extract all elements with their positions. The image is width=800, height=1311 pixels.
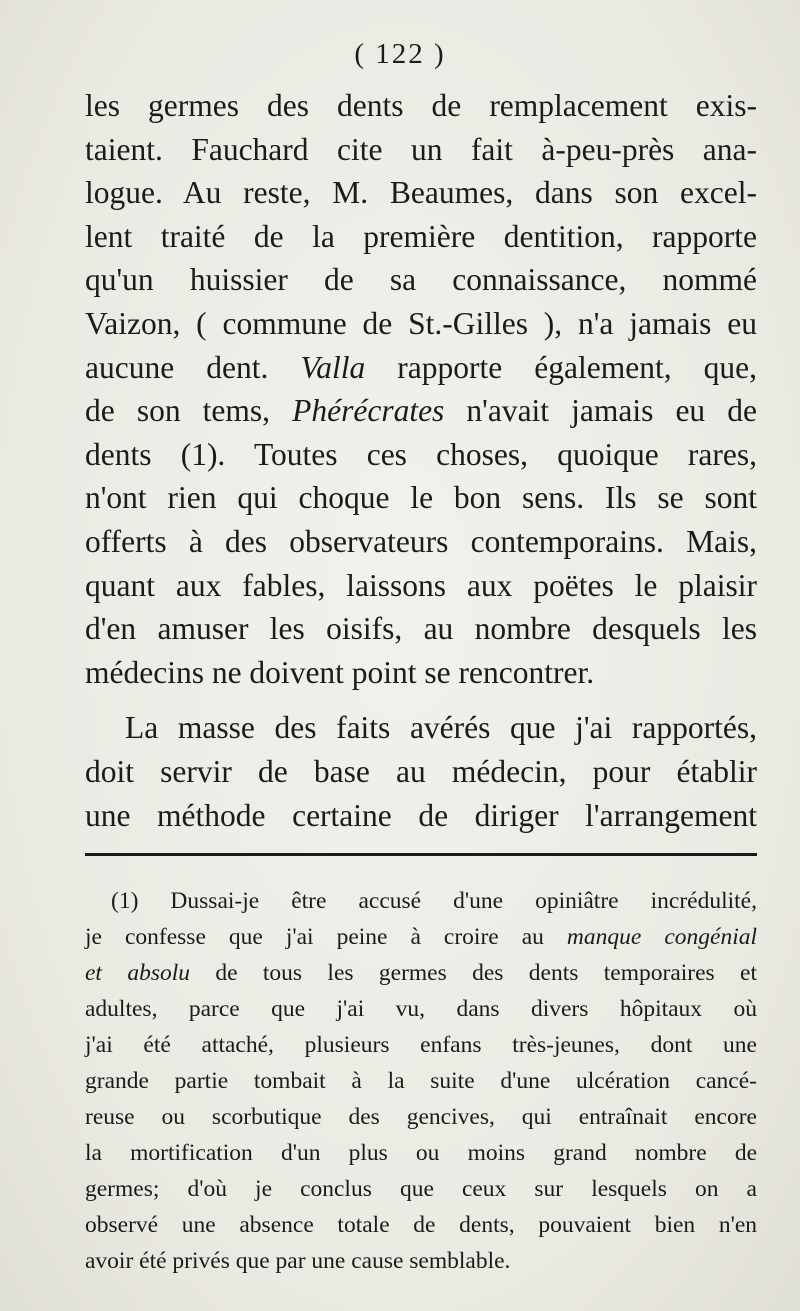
footnote-line: avoir été privés que par une cause semblable.	[85, 1248, 511, 1274]
footnote-line: (1) Dussai-je être accusé d'une opiniâtre incrédulité,	[111, 888, 757, 914]
main-text	[85, 84, 757, 837]
text-line: doit servir de base au médecin, pour établir	[85, 753, 757, 789]
footnote-line: observé une absence totale de dents, pouvaient bien n'en	[85, 1212, 757, 1238]
footnote-line	[85, 955, 757, 991]
italic-name-valla: Valla	[300, 349, 366, 385]
italic-phrase: manque congénial	[566, 924, 758, 950]
text-line	[85, 346, 757, 390]
text-line: lent traité de la première dentition, rapporte	[85, 218, 757, 254]
italic-phrase: et absolu	[85, 960, 190, 986]
footnote-line: j'ai été attaché, plusieurs enfans très-jeunes, dont une	[85, 1032, 757, 1058]
footnote-line: grande partie tombait à la suite d'une ulcération cancé-	[85, 1068, 757, 1094]
italic-name-pherecrates: Phérécrates	[292, 393, 445, 429]
text-line	[85, 389, 757, 433]
text-line: une méthode certaine de diriger l'arrangement	[85, 797, 757, 833]
text-line: logue. Au reste, M. Beaumes, dans son excel-	[85, 175, 757, 211]
text-line: Vaizon, ( commune de St.-Gilles ), n'a jamais eu	[85, 305, 757, 341]
text-segment: rapporte également, que,	[365, 349, 757, 385]
page-number: ( 122 )	[354, 38, 446, 70]
text-line: qu'un huissier de sa connaissance, nommé	[85, 262, 757, 298]
text-line: quant aux fables, laissons aux poëtes le plaisir	[85, 567, 757, 603]
footnote-divider	[85, 853, 757, 856]
text-line: n'ont rien qui choque le bon sens. Ils se sont	[85, 480, 757, 516]
footnote-line: germes; d'où je conclus que ceux sur lesquels on a	[85, 1176, 757, 1202]
text-line: La masse des faits avérés que j'ai rapportés,	[125, 710, 757, 746]
text-segment: je confesse que j'ai peine à croire au	[85, 924, 567, 950]
text-line: dents (1). Toutes ces choses, quoique rares,	[85, 436, 757, 472]
text-segment: de son tems,	[85, 393, 293, 429]
footnote-line: la mortification d'un plus ou moins grand nombre de	[85, 1140, 757, 1166]
text-segment: aucune dent.	[85, 349, 301, 385]
text-line: taient. Fauchard cite un fait à-peu-près ana-	[85, 131, 757, 167]
text-segment: n'avait jamais eu de	[444, 393, 757, 429]
footnote-line: reuse ou scorbutique des gencives, qui entraînait encore	[85, 1104, 757, 1130]
text-line: d'en amuser les oisifs, au nombre desquels les	[85, 611, 757, 647]
text-line: médecins ne doivent point se rencontrer.	[85, 654, 595, 690]
text-segment: de tous les germes des dents temporaires et	[190, 960, 757, 986]
footnote-line: adultes, parce que j'ai vu, dans divers hôpitaux où	[85, 996, 757, 1022]
footnote	[85, 883, 757, 1279]
text-line: les germes des dents de remplacement exis-	[85, 88, 757, 123]
footnote-line	[85, 919, 757, 955]
text-line: offerts à des observateurs contemporains. Mais,	[85, 523, 757, 559]
